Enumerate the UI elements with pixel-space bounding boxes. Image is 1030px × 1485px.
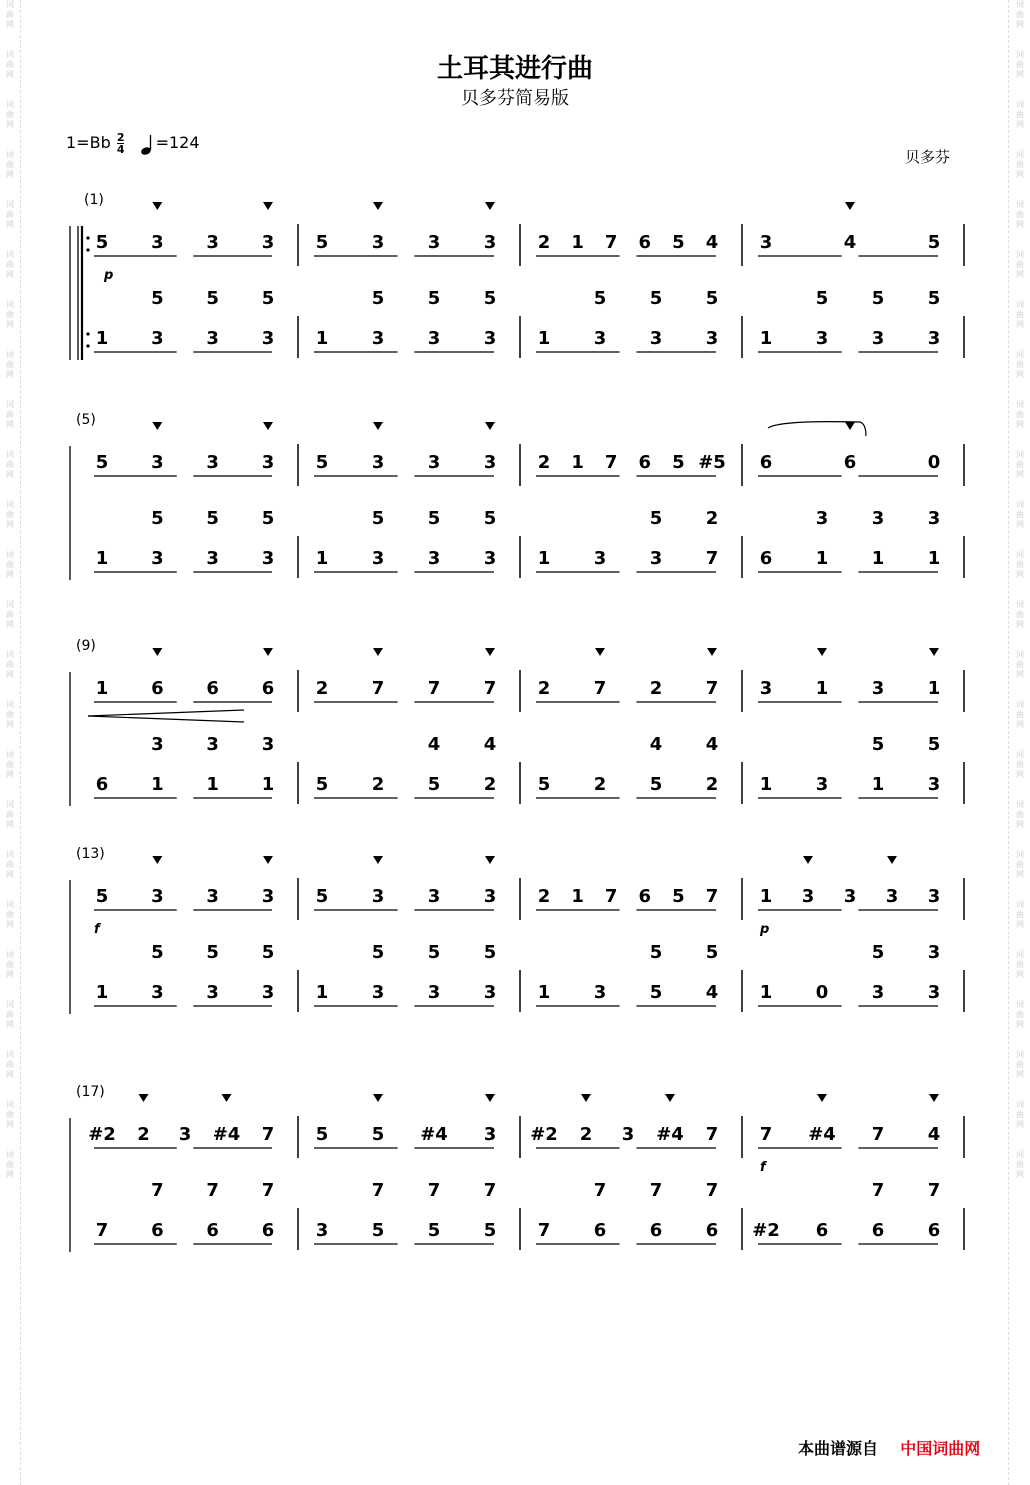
treble-note: 6 [151, 678, 164, 699]
treble-note: 6 [638, 452, 652, 473]
bass-note: 3 [151, 328, 164, 349]
bass-note: 6 [151, 1220, 164, 1241]
bass-chord-note: 5 [705, 288, 719, 309]
bass-note: 3 [261, 328, 275, 349]
treble-note: 3 [483, 1124, 497, 1145]
repeat-dot [86, 236, 89, 239]
staccato-mark [373, 856, 383, 864]
bass-chord-note: 3 [871, 508, 885, 529]
bass-chord-note: 5 [427, 288, 441, 309]
measure-number: (13) [76, 846, 105, 862]
treble-note: #4 [808, 1124, 836, 1145]
staccato-mark [152, 856, 162, 864]
treble-note: 2 [537, 452, 551, 473]
bass-note: 1 [537, 548, 551, 569]
bass-chord-note: 7 [371, 1180, 385, 1201]
treble-note: 5 [927, 232, 941, 253]
treble-note: 7 [593, 678, 607, 699]
bass-note: 5 [315, 774, 329, 795]
bass-chord-note: 7 [593, 1180, 607, 1201]
treble-note: 5 [95, 232, 109, 253]
treble-note: 5 [672, 232, 685, 253]
crescendo-line [88, 716, 244, 722]
bass-note: 2 [371, 774, 385, 795]
bass-note: 3 [427, 328, 441, 349]
treble-note: 6 [638, 232, 652, 253]
bass-chord-note: 5 [371, 508, 385, 529]
bass-note: 7 [705, 548, 719, 569]
bass-chord-note: 5 [371, 288, 385, 309]
footer-site-name: 中国词曲网 [900, 1439, 981, 1458]
bass-note: 1 [537, 328, 551, 349]
treble-note: 3 [151, 232, 164, 253]
bass-chord-note: 7 [705, 1180, 719, 1201]
staccato-mark [581, 1094, 591, 1102]
treble-note: 5 [95, 452, 109, 473]
dynamic-mark: p [760, 922, 770, 937]
bass-note: 5 [649, 774, 663, 795]
repeat-dot [86, 344, 89, 347]
bass-note: 0 [815, 982, 829, 1003]
bass-note: 5 [371, 1220, 385, 1241]
bass-chord-note: 7 [649, 1180, 663, 1201]
bass-chord-note: 5 [649, 508, 663, 529]
bass-note: 3 [593, 982, 607, 1003]
bass-note: 5 [427, 774, 441, 795]
staccato-mark [485, 1094, 495, 1102]
treble-note: 3 [178, 1124, 192, 1145]
staccato-mark [152, 202, 162, 210]
measure-number: (5) [76, 412, 96, 428]
footer-credit [798, 1436, 980, 1459]
treble-note: 7 [705, 1124, 719, 1145]
bass-chord-note: 3 [151, 734, 164, 755]
time-numerator: 2 [116, 131, 125, 144]
treble-note: 1 [571, 886, 584, 907]
staccato-mark [139, 1094, 149, 1102]
bass-chord-note: 4 [705, 734, 719, 755]
treble-note: 3 [206, 232, 219, 253]
treble-note: 2 [579, 1124, 593, 1145]
treble-note: 5 [315, 886, 329, 907]
bass-note: 1 [206, 774, 219, 795]
treble-note: 3 [261, 886, 275, 907]
treble-note: 1 [815, 678, 829, 699]
bass-note: 3 [371, 328, 385, 349]
bass-note: 6 [261, 1220, 275, 1241]
treble-note: 3 [427, 232, 441, 253]
staccato-mark [373, 648, 383, 656]
bass-note: 3 [151, 982, 164, 1003]
bass-note: 6 [593, 1220, 607, 1241]
bass-note: 1 [537, 982, 551, 1003]
treble-note: 3 [261, 232, 275, 253]
treble-note: 7 [705, 886, 719, 907]
treble-note: 3 [483, 886, 497, 907]
treble-note: 6 [759, 452, 773, 473]
staccato-mark [803, 856, 813, 864]
bass-chord-note: 4 [427, 734, 441, 755]
score-subtitle: 贝多芬简易版 [461, 88, 569, 109]
bass-note: 3 [261, 982, 275, 1003]
treble-note: 4 [705, 232, 719, 253]
treble-note: 5 [315, 452, 329, 473]
bass-note: 1 [759, 982, 773, 1003]
treble-note: 1 [571, 232, 584, 253]
bass-chord-note: 4 [483, 734, 497, 755]
bass-note: 3 [649, 328, 663, 349]
bass-chord-note: 5 [206, 942, 219, 963]
measure-number: (9) [76, 638, 96, 654]
bass-note: 3 [151, 548, 164, 569]
treble-note: 6 [843, 452, 857, 473]
bass-note: 1 [315, 982, 329, 1003]
treble-note: 7 [705, 678, 719, 699]
treble-note: 2 [315, 678, 329, 699]
treble-note: 3 [206, 452, 219, 473]
watermark-left: 词 曲 网 词 曲 网 词 曲 网 词 曲 网 词 曲 网 词 曲 网 词 曲 网 词 曲 网 词 曲 网 词 曲 网 词 曲 网 词 曲 网 词 曲 网 词 曲 网 词 曲 网 词 曲 网 词 曲 网 词 曲 网 词 曲 网 词 曲 网 词 曲 网 词 曲 网 词 曲 网 词 曲 网 [6, 0, 14, 1179]
bass-chord-note: 5 [649, 942, 663, 963]
bass-note: 1 [927, 548, 941, 569]
treble-note: 7 [261, 1124, 275, 1145]
bass-chord-note: 5 [427, 942, 441, 963]
staccato-mark [152, 648, 162, 656]
bass-note: 1 [759, 774, 773, 795]
treble-note: 3 [759, 232, 773, 253]
bass-note: 5 [427, 1220, 441, 1241]
repeat-dot [86, 332, 89, 335]
bass-chord-note: 5 [871, 288, 885, 309]
bass-note: 3 [206, 548, 219, 569]
bass-chord-note: 5 [815, 288, 829, 309]
bass-note: 1 [871, 548, 885, 569]
key-label: 1=Bb [66, 133, 111, 152]
staccato-mark [845, 202, 855, 210]
staccato-mark [887, 856, 897, 864]
bass-note: 1 [815, 548, 829, 569]
bass-chord-note: 5 [261, 288, 275, 309]
bass-note: 3 [206, 982, 219, 1003]
bass-note: 3 [705, 328, 719, 349]
staccato-mark [263, 422, 273, 430]
bass-note: 1 [871, 774, 885, 795]
bass-chord-note: 5 [427, 508, 441, 529]
bass-note: 6 [649, 1220, 663, 1241]
staccato-mark [845, 422, 855, 430]
treble-note: 3 [927, 886, 941, 907]
treble-note: 6 [261, 678, 275, 699]
bass-chord-note: 4 [649, 734, 663, 755]
bass-chord-note: 5 [871, 734, 885, 755]
dynamic-mark: f [760, 1160, 766, 1175]
bass-chord-note: 5 [151, 942, 164, 963]
treble-note: 3 [759, 678, 773, 699]
staccato-mark [263, 202, 273, 210]
bass-note: 1 [261, 774, 275, 795]
treble-note: 5 [315, 1124, 329, 1145]
staccato-mark [485, 648, 495, 656]
treble-note: 2 [649, 678, 663, 699]
bass-note: 3 [427, 548, 441, 569]
bass-note: 3 [815, 774, 829, 795]
bass-note: 6 [705, 1220, 719, 1241]
treble-note: 5 [672, 886, 685, 907]
treble-note: 3 [885, 886, 899, 907]
treble-note: 2 [137, 1124, 150, 1145]
repeat-dot [86, 248, 89, 251]
treble-note: 2 [537, 678, 551, 699]
staccato-mark [263, 856, 273, 864]
crescendo-line [88, 710, 244, 716]
treble-note: 3 [801, 886, 815, 907]
bass-note: 5 [537, 774, 551, 795]
treble-note: 2 [537, 232, 551, 253]
bass-note: 1 [151, 774, 164, 795]
treble-note: 3 [621, 1124, 635, 1145]
treble-note: #2 [530, 1124, 558, 1145]
treble-note: 3 [871, 678, 885, 699]
tempo-label: =124 [155, 133, 200, 152]
bass-chord-note: 3 [927, 942, 941, 963]
treble-note: 5 [315, 232, 329, 253]
bass-note: 3 [927, 328, 941, 349]
bass-note: 2 [705, 774, 719, 795]
treble-note: 7 [604, 452, 618, 473]
treble-note: 7 [483, 678, 497, 699]
bass-chord-note: 5 [371, 942, 385, 963]
treble-note: 6 [206, 678, 219, 699]
treble-note: 3 [151, 452, 164, 473]
bass-chord-note: 5 [151, 288, 164, 309]
bass-chord-note: 5 [483, 942, 497, 963]
bass-chord-note: 5 [206, 288, 219, 309]
bass-note: 1 [95, 982, 109, 1003]
bass-chord-note: 7 [206, 1180, 219, 1201]
bass-chord-note: 3 [206, 734, 219, 755]
treble-note: 7 [427, 678, 441, 699]
staccato-mark [817, 648, 827, 656]
bass-chord-note: 3 [815, 508, 829, 529]
staccato-mark [707, 648, 717, 656]
bass-note: 3 [649, 548, 663, 569]
bass-note: 5 [649, 982, 663, 1003]
bass-chord-note: 5 [649, 288, 663, 309]
bass-note: 1 [759, 328, 773, 349]
bass-chord-note: 7 [927, 1180, 941, 1201]
treble-note: 1 [927, 678, 941, 699]
bass-note: 3 [261, 548, 275, 569]
treble-note: 7 [759, 1124, 773, 1145]
treble-note: 1 [759, 886, 773, 907]
bass-note: 6 [871, 1220, 885, 1241]
treble-note: 4 [843, 232, 857, 253]
bass-note: 7 [95, 1220, 109, 1241]
bass-note: 3 [483, 982, 497, 1003]
bass-chord-note: 5 [206, 508, 219, 529]
bass-note: 2 [593, 774, 607, 795]
bass-note: 3 [483, 328, 497, 349]
bass-note: 7 [537, 1220, 551, 1241]
staccato-mark [485, 202, 495, 210]
bass-note: 2 [483, 774, 497, 795]
bass-note: 1 [95, 328, 109, 349]
staccato-mark [595, 648, 605, 656]
treble-note: 1 [571, 452, 584, 473]
treble-note: 3 [371, 886, 385, 907]
composer: 贝多芬 [905, 148, 951, 166]
bass-note: 6 [759, 548, 773, 569]
measure-number: (1) [84, 192, 104, 208]
staccato-mark [152, 422, 162, 430]
bass-note: 3 [427, 982, 441, 1003]
bass-note: 3 [871, 982, 885, 1003]
bass-chord-note: 7 [483, 1180, 497, 1201]
bass-chord-note: 5 [261, 508, 275, 529]
treble-note: 5 [371, 1124, 385, 1145]
dynamic-mark: p [104, 268, 114, 283]
treble-note: 3 [483, 452, 497, 473]
staccato-mark [263, 648, 273, 656]
time-denominator: 4 [116, 143, 125, 156]
staccato-mark [373, 202, 383, 210]
bass-note: #2 [752, 1220, 780, 1241]
staccato-mark [485, 422, 495, 430]
bass-chord-note: 5 [705, 942, 719, 963]
treble-note: 5 [672, 452, 685, 473]
treble-note: 3 [427, 886, 441, 907]
treble-note: 3 [427, 452, 441, 473]
bass-note: 6 [95, 774, 109, 795]
bass-note: 4 [705, 982, 719, 1003]
treble-note: #4 [212, 1124, 241, 1145]
bass-chord-note: 5 [927, 734, 941, 755]
bass-chord-note: 5 [871, 942, 885, 963]
bass-note: 3 [871, 328, 885, 349]
bass-note: 6 [206, 1220, 219, 1241]
staccato-mark [665, 1094, 675, 1102]
bass-chord-note: 5 [151, 508, 164, 529]
treble-note: 4 [927, 1124, 941, 1145]
bass-chord-note: 7 [261, 1180, 275, 1201]
score-title: 土耳其进行曲 [436, 54, 593, 84]
treble-note: 3 [151, 886, 164, 907]
bass-note: 3 [593, 548, 607, 569]
treble-note: 7 [871, 1124, 885, 1145]
treble-note: 1 [95, 678, 109, 699]
staccato-mark [929, 648, 939, 656]
staccato-mark [373, 422, 383, 430]
bass-chord-note: 3 [927, 508, 941, 529]
bass-note: 3 [315, 1220, 329, 1241]
bass-note: 3 [206, 328, 219, 349]
bass-note: 5 [483, 1220, 497, 1241]
treble-note: 3 [843, 886, 857, 907]
staccato-mark [929, 1094, 939, 1102]
staccato-mark [817, 1094, 827, 1102]
treble-note: 3 [206, 886, 219, 907]
treble-note: #4 [420, 1124, 448, 1145]
bass-note: 3 [927, 774, 941, 795]
treble-note: 7 [371, 678, 385, 699]
bass-note: 3 [371, 548, 385, 569]
bass-note: 1 [95, 548, 109, 569]
treble-note: 3 [261, 452, 275, 473]
bass-note: 3 [815, 328, 829, 349]
staccato-mark [373, 1094, 383, 1102]
treble-note: #5 [698, 452, 726, 473]
bass-chord-note: 3 [261, 734, 275, 755]
bass-chord-note: 5 [593, 288, 607, 309]
footer-source-label: 本曲谱源自 [798, 1439, 879, 1458]
bass-note: 6 [815, 1220, 829, 1241]
bass-chord-note: 7 [151, 1180, 164, 1201]
treble-note: 7 [604, 232, 618, 253]
staccato-mark [485, 856, 495, 864]
treble-note: 7 [604, 886, 618, 907]
bass-chord-note: 5 [927, 288, 941, 309]
bass-chord-note: 2 [705, 508, 719, 529]
measure-number: (17) [76, 1084, 105, 1100]
treble-note: 3 [371, 232, 385, 253]
treble-note: 2 [537, 886, 551, 907]
staccato-mark [222, 1094, 232, 1102]
treble-note: 3 [371, 452, 385, 473]
treble-note: 0 [927, 452, 941, 473]
bass-note: 3 [483, 548, 497, 569]
bass-chord-note: 5 [483, 288, 497, 309]
bass-chord-note: 5 [483, 508, 497, 529]
bass-note: 3 [371, 982, 385, 1003]
bass-note: 3 [927, 982, 941, 1003]
bass-chord-note: 7 [427, 1180, 441, 1201]
bass-note: 1 [315, 548, 329, 569]
bass-note: 1 [315, 328, 329, 349]
treble-note: #4 [656, 1124, 684, 1145]
bass-note: 6 [927, 1220, 941, 1241]
bass-note: 3 [593, 328, 607, 349]
treble-note: 5 [95, 886, 109, 907]
dynamic-mark: f [94, 922, 100, 937]
bass-chord-note: 5 [261, 942, 275, 963]
watermark-right: 词 曲 网 词 曲 网 词 曲 网 词 曲 网 词 曲 网 词 曲 网 词 曲 网 词 曲 网 词 曲 网 词 曲 网 词 曲 网 词 曲 网 词 曲 网 词 曲 网 词 曲 网 词 曲 网 词 曲 网 词 曲 网 词 曲 网 词 曲 网 词 曲 网 词 曲 网 词 曲 网 词 曲 网 [1016, 0, 1024, 1179]
treble-note: 6 [638, 886, 652, 907]
treble-note: 3 [483, 232, 497, 253]
bass-chord-note: 7 [871, 1180, 885, 1201]
treble-note: #2 [88, 1124, 116, 1145]
